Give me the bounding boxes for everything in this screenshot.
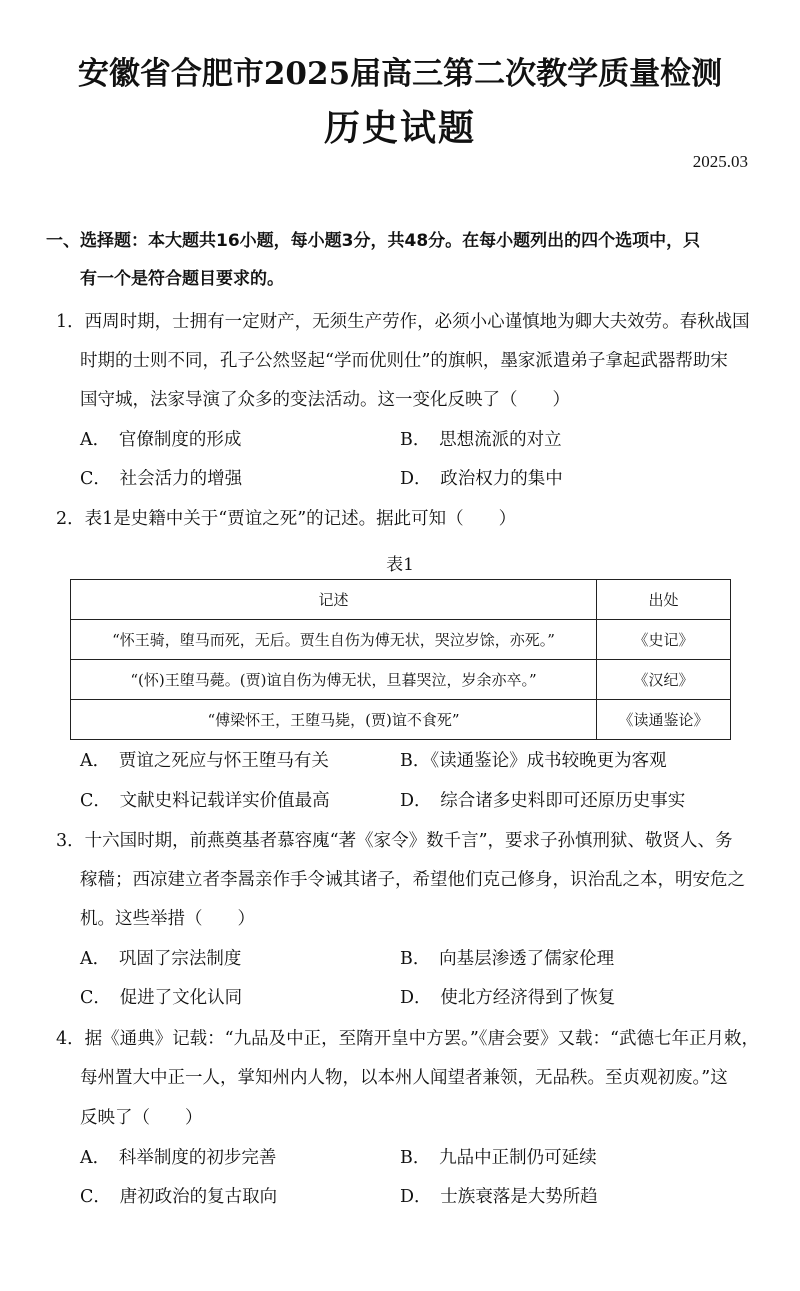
q1-stem-line1: 1．西周时期，士拥有一定财产，无须生产劳作，必须小心谨慎地为卿大夫效劳。春秋战国 xyxy=(56,312,750,332)
q1-option-d: D． 政治权力的集中 xyxy=(400,469,563,489)
section-instruction-line1: 一、选择题：本大题共16小题，每小题3分，共48分。在每小题列出的四个选项中，只 xyxy=(46,231,701,251)
q2-option-b: B．《读通鉴论》成书较晚更为客观 xyxy=(400,751,667,771)
history-table xyxy=(70,579,731,740)
table-caption: 表1 xyxy=(386,555,414,575)
table-header-source: 出处 xyxy=(597,580,731,620)
q4-option-a: A． 科举制度的初步完善 xyxy=(80,1148,277,1168)
q3-stem-line1: 3．十六国时期，前燕奠基者慕容廆“著《家令》数千言”，要求子孙慎刑狱、敬贤人、务 xyxy=(56,831,733,851)
q1-stem-line2: 时期的士则不同，孔子公然竖起“学而优则仕”的旗帜，墨家派遣弟子拿起武器帮助宋 xyxy=(80,351,728,371)
table-row xyxy=(71,660,731,700)
q4-stem-line2: 每州置大中正一人，掌知州内人物，以本州人闻望者兼领，无品秩。至贞观初废。”这 xyxy=(80,1068,728,1088)
q4-option-b: B． 九品中正制仍可延续 xyxy=(400,1148,597,1168)
exam-subtitle: 历史试题 xyxy=(323,107,476,149)
q3-option-d: D． 使北方经济得到了恢复 xyxy=(400,988,616,1008)
q1-stem-line3: 国守城，法家导演了众多的变法活动。这一变化反映了（ ） xyxy=(80,390,570,410)
q3-option-c: C． 促进了文化认同 xyxy=(80,988,243,1008)
q3-option-a: A． 巩固了宗法制度 xyxy=(80,949,242,969)
q2-option-a: A． 贾谊之死应与怀王堕马有关 xyxy=(80,751,329,771)
q3-stem-line3: 机。这些举措（ ） xyxy=(80,909,255,929)
q1-option-b: B． 思想流派的对立 xyxy=(400,430,562,450)
q4-stem-line3: 反映了（ ） xyxy=(80,1108,203,1128)
table-cell-account: “傅梁怀王，王堕马毙，(贾)谊不食死” xyxy=(71,700,597,740)
table-cell-source: 《汉纪》 xyxy=(597,660,731,700)
q4-stem-line1: 4．据《通典》记载：“九品及中正，至隋开皇中方罢。”《唐会要》又载：“武德七年正月敕， xyxy=(56,1029,759,1049)
q1-option-c: C． 社会活力的增强 xyxy=(80,469,243,489)
exam-title: 安徽省合肥市2025届高三第二次教学质量检测 xyxy=(77,56,723,92)
table-cell-source: 《读通鉴论》 xyxy=(597,700,731,740)
table-row xyxy=(71,700,731,740)
table-cell-account: “怀王骑，堕马而死，无后。贾生自伤为傅无状，哭泣岁馀，亦死。” xyxy=(71,620,597,660)
q3-option-b: B． 向基层渗透了儒家伦理 xyxy=(400,949,615,969)
q2-option-d: D． 综合诸多史料即可还原历史事实 xyxy=(400,791,686,811)
table-header-account: 记述 xyxy=(71,580,597,620)
table-cell-source: 《史记》 xyxy=(597,620,731,660)
q1-option-a: A． 官僚制度的形成 xyxy=(80,430,242,450)
table-cell-account: “(怀)王堕马薨。(贾)谊自伤为傅无状，旦暮哭泣，岁余亦卒。” xyxy=(71,660,597,700)
table-row xyxy=(71,620,731,660)
q2-stem: 2．表1是史籍中关于“贾谊之死”的记述。据此可知（ ） xyxy=(56,509,517,529)
q2-option-c: C． 文献史料记载详实价值最高 xyxy=(80,791,330,811)
table-header-row xyxy=(71,580,731,620)
q3-stem-line2: 稼穑；西凉建立者李暠亲作手令诫其诸子，希望他们克己修身，识治乱之本，明安危之 xyxy=(80,870,745,890)
section-instruction-line2: 有一个是符合题目要求的。 xyxy=(80,269,284,289)
exam-date: 2025.03 xyxy=(692,152,748,171)
q4-option-c: C． 唐初政治的复古取向 xyxy=(80,1187,278,1207)
q4-option-d: D． 士族衰落是大势所趋 xyxy=(400,1187,598,1207)
